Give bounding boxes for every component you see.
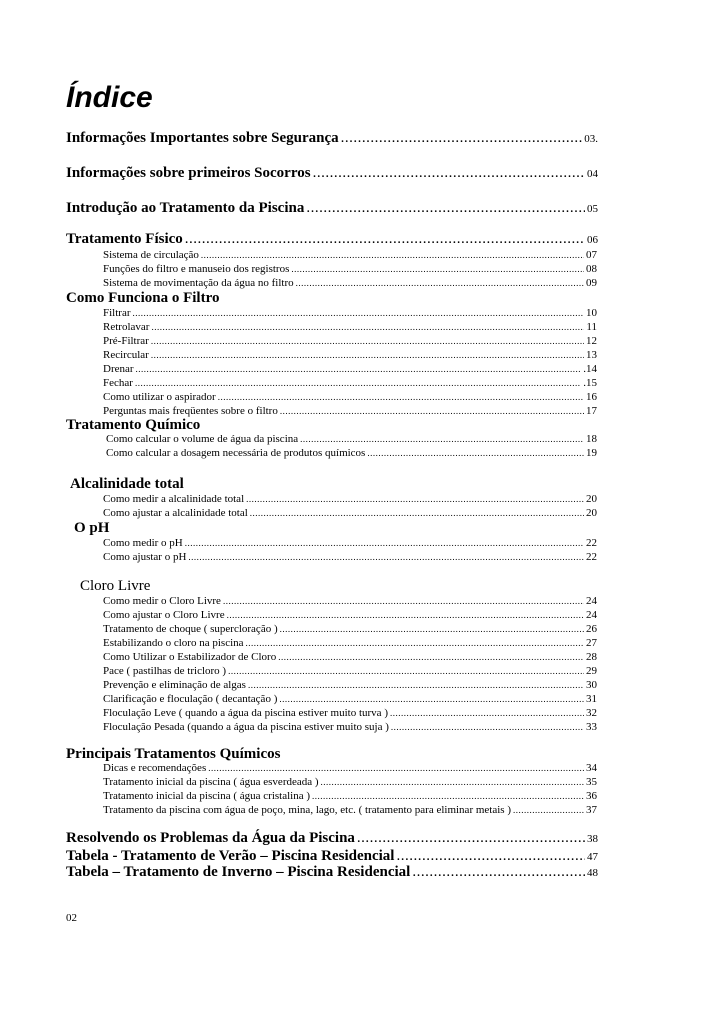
toc-subentry-page: 36: [586, 790, 597, 802]
toc-entry-label: Tabela – Tratamento de Inverno – Piscina Residencial: [66, 864, 411, 880]
dot-leader: [218, 390, 584, 404]
toc-subentry-page: 24: [586, 609, 597, 621]
toc-subentry-label: Sistema de circulação: [103, 249, 199, 261]
toc-entry: [66, 128, 598, 148]
toc-subentry-label: Tratamento da piscina com água de poço, mina, lago, etc. ( tratamento para eliminar metais ): [103, 804, 511, 816]
toc-subentry: [103, 320, 597, 334]
toc-subentry: [103, 720, 597, 734]
toc-subentry-label: Recircular: [103, 349, 149, 361]
toc-entry: [66, 198, 598, 218]
toc-subentry: [103, 789, 597, 803]
toc-subentry-page: 19: [586, 447, 597, 459]
toc-subentry-page: 18: [586, 433, 597, 445]
toc-subentry-page: 20: [586, 493, 597, 505]
dot-leader: [367, 446, 584, 460]
toc-subentry-label: Como calcular a dosagem necessária de produtos químicos: [106, 447, 366, 459]
dot-leader: [151, 320, 584, 334]
toc-entry: [66, 229, 598, 249]
toc-subentry-label: Como calcular o volume de água da piscina: [106, 433, 299, 445]
toc-subentry: [103, 506, 597, 520]
toc-subentry: [103, 262, 597, 276]
toc-subentry-page: .15: [583, 377, 597, 389]
toc-subentry: [106, 432, 597, 446]
toc-subentry: [103, 622, 597, 636]
section-heading: Como Funciona o Filtro: [66, 290, 220, 306]
toc-subentry-page: 16: [586, 391, 597, 403]
toc-subentry-page: 27: [586, 637, 597, 649]
toc-subentry: [103, 594, 597, 608]
toc-subentry-label: Como Utilizar o Estabilizador de Cloro: [103, 651, 277, 663]
toc-subentry-label: Clarificação e floculação ( decantação ): [103, 693, 278, 705]
toc-subentry-page: 26: [586, 623, 597, 635]
page-number: 02: [66, 912, 77, 924]
toc-entry-label: Informações Importantes sobre Segurança: [66, 130, 339, 146]
toc-entry-label: Introdução ao Tratamento da Piscina: [66, 200, 305, 216]
toc-entry-page: 38: [587, 833, 598, 845]
dot-leader: [135, 376, 581, 390]
toc-subentry: [103, 775, 597, 789]
toc-subentry: [103, 334, 597, 348]
toc-subentry-page: 22: [586, 551, 597, 563]
dot-leader: [291, 262, 584, 276]
toc-subentry: [103, 650, 597, 664]
dot-leader: [412, 862, 585, 882]
dot-leader: [133, 306, 585, 320]
dot-leader: [228, 664, 584, 678]
toc-subentry: [103, 362, 597, 376]
toc-entry-label: Resolvendo os Problemas da Água da Piscina: [66, 830, 355, 846]
toc-subentry-label: Como ajustar o pH: [103, 551, 187, 563]
toc-entry-label: Tratamento Físico: [66, 231, 183, 247]
toc-subentry-label: Como medir o pH: [103, 537, 183, 549]
toc-subentry-page: 37: [586, 804, 597, 816]
dot-leader: [227, 608, 584, 622]
dot-leader: [250, 506, 584, 520]
toc-subentry: [103, 492, 597, 506]
toc-subentry: [103, 678, 597, 692]
toc-entry-label: Informações sobre primeiros Socorros: [66, 165, 311, 181]
toc-subentry-label: Como medir a alcalinidade total: [103, 493, 245, 505]
dot-leader: [390, 706, 584, 720]
toc-subentry-label: Tratamento de choque ( supercloração ): [103, 623, 278, 635]
toc-subentry: [103, 536, 597, 550]
toc-subentry: [103, 248, 597, 262]
toc-subentry-label: Retrolavar: [103, 321, 150, 333]
toc-entry: [66, 163, 598, 183]
toc-entry-page: 47: [587, 851, 598, 863]
toc-subentry-page: 32: [586, 707, 597, 719]
toc-subentry-page: 17: [586, 405, 597, 417]
dot-leader: [280, 404, 584, 418]
toc-subentry: [103, 306, 597, 320]
toc-entry-page: 48: [587, 867, 598, 879]
toc-subentry: [103, 692, 597, 706]
toc-entry: [66, 862, 598, 882]
toc-subentry-label: Floculação Leve ( quando a água da piscina estiver muito turva ): [103, 707, 388, 719]
toc-subentry-label: Perguntas mais freqüentes sobre o filtro: [103, 405, 278, 417]
toc-entry-label: Tabela - Tratamento de Verão – Piscina Residencial: [66, 848, 395, 864]
toc-subentry-label: Floculação Pesada (quando a água da piscina estiver muito suja ): [103, 721, 389, 733]
toc-subentry-label: Como ajustar o Cloro Livre: [103, 609, 225, 621]
toc-subentry: [103, 761, 597, 775]
toc-subentry: [106, 446, 597, 460]
toc-subentry: [103, 636, 597, 650]
toc-subentry: [103, 664, 597, 678]
toc-subentry-label: Pace ( pastilhas de tricloro ): [103, 665, 227, 677]
toc-subentry-label: Prevenção e eliminação de algas: [103, 679, 246, 691]
toc-subentry: [103, 803, 597, 817]
toc-subentry-page: 28: [586, 651, 597, 663]
dot-leader: [188, 550, 584, 564]
dot-leader: [341, 128, 583, 148]
toc-subentry-page: 11: [586, 321, 597, 333]
section-heading: Alcalinidade total: [70, 476, 184, 492]
toc-subentry-page: 22: [586, 537, 597, 549]
toc-subentry: [103, 390, 597, 404]
toc-subentry-page: 07: [586, 249, 597, 261]
toc-subentry: [103, 550, 597, 564]
toc-entry-page: 04: [587, 168, 598, 180]
dot-leader: [185, 536, 584, 550]
toc-subentry-page: 13: [586, 349, 597, 361]
toc-subentry: [103, 608, 597, 622]
toc-subentry: [103, 348, 597, 362]
toc-subentry-page: 10: [586, 307, 597, 319]
toc-subentry: [103, 376, 597, 390]
dot-leader: [306, 198, 585, 218]
toc-subentry-page: 29: [586, 665, 597, 677]
section-heading: Tratamento Químico: [66, 417, 201, 433]
toc-entry: [66, 828, 598, 848]
toc-subentry-label: Estabilizando o cloro na piscina: [103, 637, 244, 649]
dot-leader: [185, 229, 585, 249]
toc-subentry-label: Funções do filtro e manuseio dos registros: [103, 263, 290, 275]
toc-subentry: [103, 706, 597, 720]
dot-leader: [151, 334, 584, 348]
toc-subentry-page: 09: [586, 277, 597, 289]
dot-leader: [296, 276, 584, 290]
toc-subentry-page: 12: [586, 335, 597, 347]
dot-leader: [391, 720, 584, 734]
toc-subentry-page: 30: [586, 679, 597, 691]
toc-subentry-label: Dicas e recomendações: [103, 762, 207, 774]
dot-leader: [223, 594, 584, 608]
toc-subentry-label: Como medir o Cloro Livre: [103, 595, 221, 607]
toc-subentry-label: Tratamento inicial da piscina ( água esverdeada ): [103, 776, 319, 788]
dot-leader: [279, 692, 584, 706]
dot-leader: [300, 432, 584, 446]
dot-leader: [136, 362, 582, 376]
dot-leader: [280, 622, 584, 636]
dot-leader: [513, 803, 584, 817]
page-title: Índice: [66, 81, 153, 114]
toc-subentry-page: .14: [583, 363, 597, 375]
toc-subentry-label: Filtrar: [103, 307, 131, 319]
dot-leader: [321, 775, 584, 789]
toc-entry-page: 06: [587, 234, 598, 246]
toc-subentry-page: 08: [586, 263, 597, 275]
section-heading: Cloro Livre: [80, 578, 151, 594]
toc-subentry-page: 33: [586, 721, 597, 733]
dot-leader: [312, 789, 584, 803]
toc-subentry-page: 34: [586, 762, 597, 774]
toc-subentry-label: Drenar: [103, 363, 134, 375]
dot-leader: [248, 678, 584, 692]
toc-subentry-page: 24: [586, 595, 597, 607]
dot-leader: [313, 163, 585, 183]
dot-leader: [208, 761, 584, 775]
toc-subentry-label: Pré-Filtrar: [103, 335, 149, 347]
toc-subentry-label: Sistema de movimentação da água no filtro: [103, 277, 294, 289]
toc-subentry-label: Tratamento inicial da piscina ( água cristalina ): [103, 790, 310, 802]
toc-entry-page: 05: [587, 203, 598, 215]
toc-subentry-page: 35: [586, 776, 597, 788]
toc-subentry-label: Fechar: [103, 377, 133, 389]
dot-leader: [151, 348, 584, 362]
toc-entry-page: 03.: [584, 133, 598, 145]
section-heading: Principais Tratamentos Químicos: [66, 746, 281, 762]
toc-subentry-label: Como ajustar a alcalinidade total: [103, 507, 248, 519]
toc-subentry-page: 20: [586, 507, 597, 519]
dot-leader: [201, 248, 584, 262]
dot-leader: [246, 636, 584, 650]
toc-subentry-label: Como utilizar o aspirador: [103, 391, 216, 403]
section-heading: O pH: [74, 520, 110, 536]
dot-leader: [357, 828, 585, 848]
toc-subentry-page: 31: [586, 693, 597, 705]
dot-leader: [278, 650, 584, 664]
dot-leader: [246, 492, 584, 506]
